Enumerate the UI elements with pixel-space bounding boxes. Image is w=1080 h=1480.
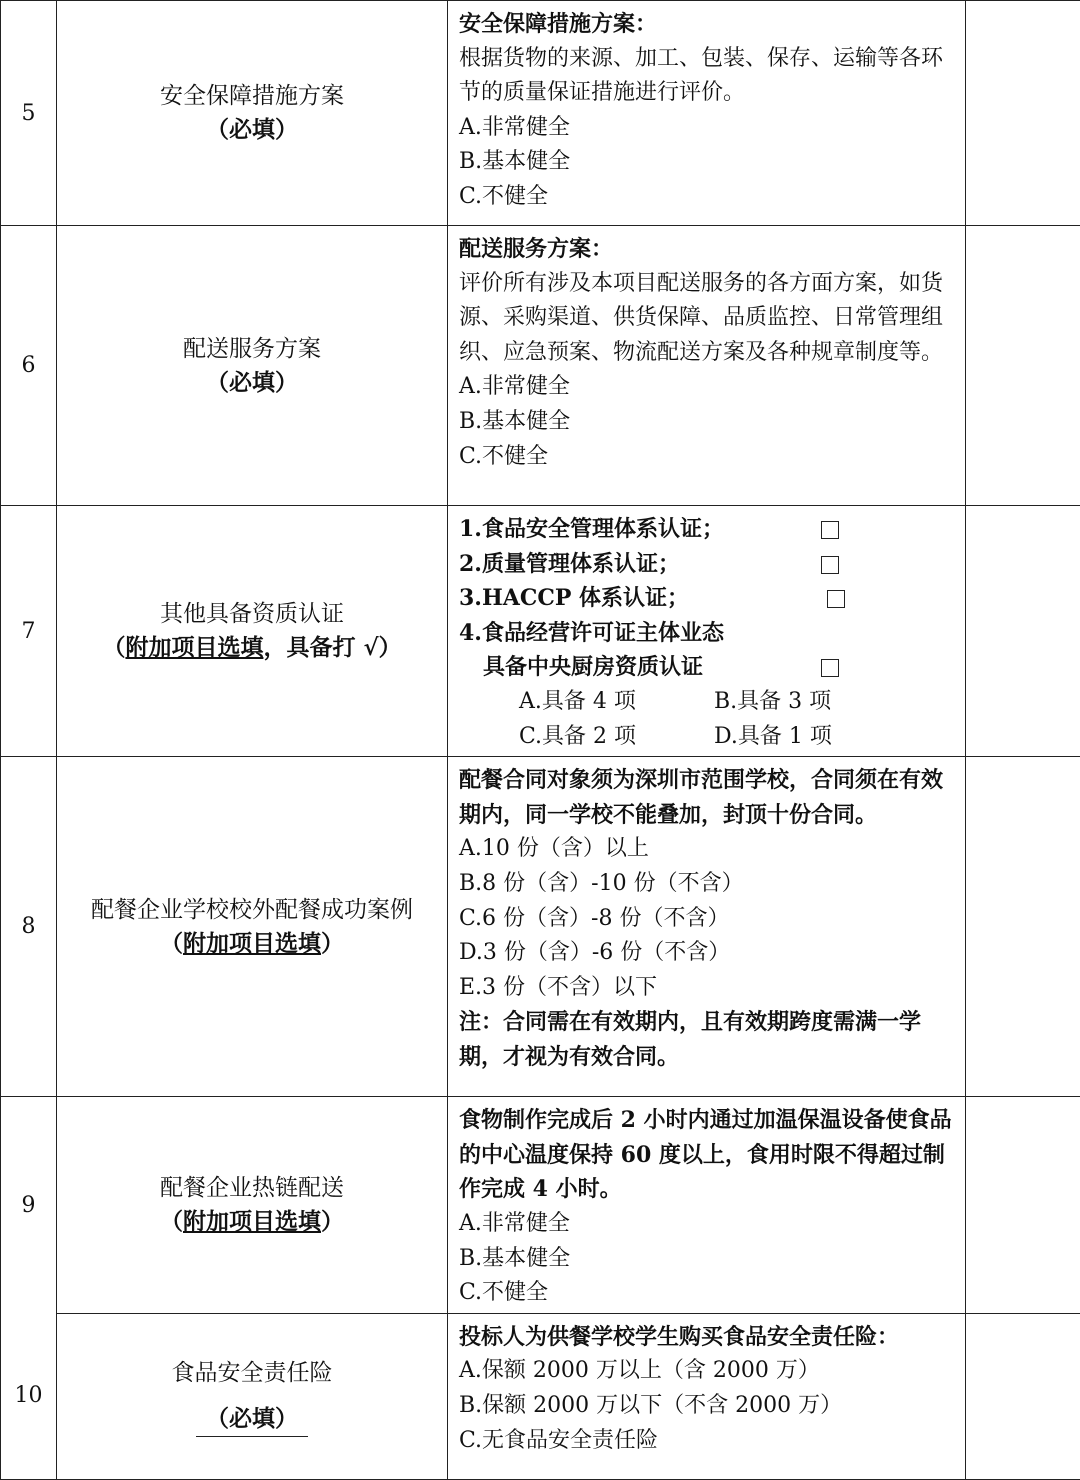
row-number: 9 [1,1097,57,1314]
item-note: （必填） [57,366,447,400]
score-cell [966,1,1080,226]
row-number: 10 [1,1313,57,1479]
item-cell [57,1313,448,1479]
row-number: 8 [1,757,57,1097]
item-cell [57,1,448,226]
cert-item: 3.HACCP 体系认证； [459,581,839,616]
cert-item: 具备中央厨房资质认证 [459,650,839,685]
option: A.10 份（含）以上 [459,832,955,867]
option: A.非常健全 [459,370,955,405]
checkbox-icon[interactable] [821,659,839,677]
item-note: （必填） [57,1402,447,1437]
option: A.保额 2000 万以上（含 2000 万） [459,1354,955,1389]
option: C.不健全 [459,440,955,475]
table-row [1,1097,1080,1314]
option: D.3 份（含）-6 份（不含） [459,936,955,971]
table-row [1,1313,1080,1479]
row-number: 7 [1,506,57,757]
criteria-heading: 配送服务方案： [459,232,955,267]
option: A.非常健全 [459,1207,955,1242]
option: C.不健全 [459,180,955,215]
table-row [1,757,1080,1097]
criteria-cell [448,506,966,757]
option: B.基本健全 [459,145,955,180]
item-note: （必填） [57,113,447,147]
table-row [1,1,1080,226]
option: B.8 份（含）-10 份（不含） [459,867,955,902]
criteria-cell [448,757,966,1097]
cert-item: 4.食品经营许可证主体业态 [459,616,955,651]
criteria-heading: 安全保障措施方案： [459,7,955,42]
item-cell [57,506,448,757]
item-note: （附加项目选填） [57,927,447,961]
score-cell [966,506,1080,757]
table-row [1,506,1080,757]
item-cell [57,226,448,506]
item-name: 配送服务方案 [57,332,447,366]
score-cell [966,1097,1080,1314]
grade-line: A.具备 4 项 B.具备 3 项 [459,685,955,720]
item-name: 其他具备资质认证 [57,597,447,631]
option: C.不健全 [459,1276,955,1311]
criteria-heading: 投标人为供餐学校学生购买食品安全责任险： [459,1320,955,1355]
row-number: 5 [1,1,57,226]
criteria-cell [448,1,966,226]
checkbox-icon[interactable] [827,590,845,608]
option: B.基本健全 [459,1242,955,1277]
row-number: 6 [1,226,57,506]
cert-item: 2.质量管理体系认证； [459,547,839,582]
item-cell [57,757,448,1097]
footnote: 注：合同需在有效期内，且有效期跨度需满一学期，才视为有效合同。 [459,1005,955,1074]
score-cell [966,226,1080,506]
option: C.6 份（含）-8 份（不含） [459,902,955,937]
score-cell [966,1313,1080,1479]
item-name: 配餐企业学校校外配餐成功案例 [57,893,447,927]
criteria-heading: 食物制作完成后 2 小时内通过加温保温设备使食品的中心温度保持 60 度以上，食用时限不得超过制作完成 4 小时。 [459,1103,955,1207]
score-cell [966,757,1080,1097]
option: E.3 份（不含）以下 [459,971,955,1006]
checkbox-icon[interactable] [821,556,839,574]
criteria-desc: 评价所有涉及本项目配送服务的各方面方案，如货源、采购渠道、供货保障、品质监控、日常管理组织、应急预案、物流配送方案及各种规章制度等。 [459,267,955,371]
grade-line: C.具备 2 项 D.具备 1 项 [459,720,955,755]
criteria-cell [448,1313,966,1479]
checkbox-icon[interactable] [821,521,839,539]
item-name: 安全保障措施方案 [57,79,447,113]
item-note: （附加项目选填，具备打 √） [57,631,447,665]
criteria-heading: 配餐合同对象须为深圳市范围学校，合同须在有效期内，同一学校不能叠加，封顶十份合同。 [459,763,955,832]
option: B.保额 2000 万以下（不含 2000 万） [459,1389,955,1424]
option: B.基本健全 [459,405,955,440]
item-name: 食品安全责任险 [57,1356,447,1390]
option: A.非常健全 [459,111,955,146]
item-cell [57,1097,448,1314]
item-name: 配餐企业热链配送 [57,1171,447,1205]
criteria-cell [448,226,966,506]
option: C.无食品安全责任险 [459,1424,955,1459]
item-note: （附加项目选填） [57,1205,447,1239]
criteria-cell [448,1097,966,1314]
criteria-desc: 根据货物的来源、加工、包装、保存、运输等各环节的质量保证措施进行评价。 [459,42,955,111]
table-row [1,226,1080,506]
cert-item: 1.食品安全管理体系认证； [459,512,839,547]
